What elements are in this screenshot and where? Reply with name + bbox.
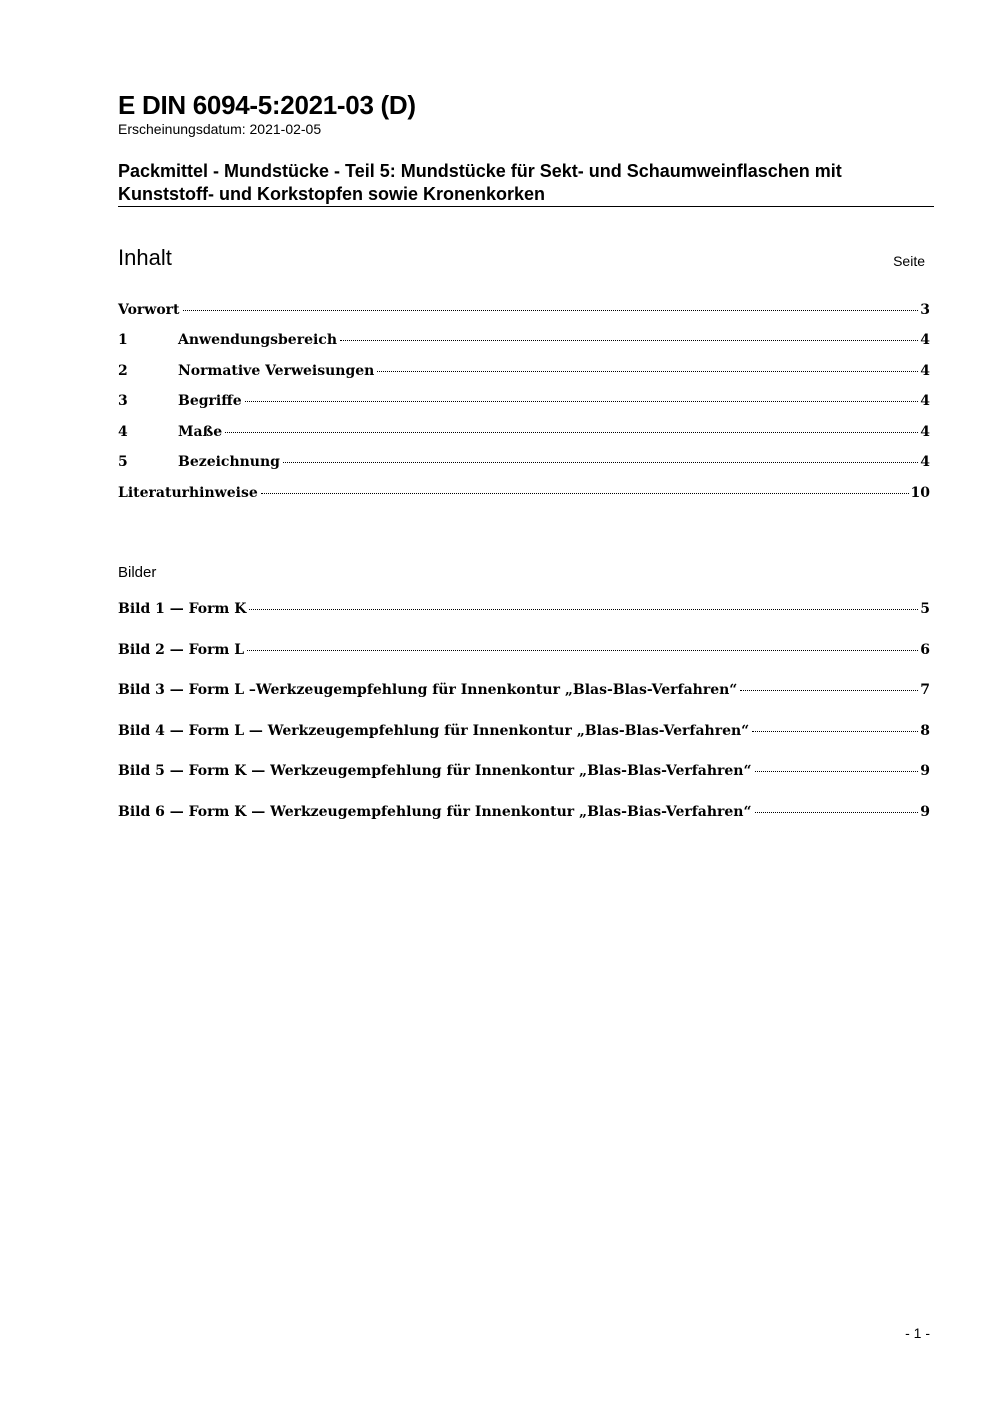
toc-entry-number: 2 <box>118 363 128 379</box>
dot-leader <box>249 609 918 610</box>
dot-leader <box>377 371 918 372</box>
figure-entry-label: Bild 4 — Form L — Werkzeugempfehlung für Innenkontur „Blas-Blas-Verfahren“ <box>118 723 750 739</box>
figure-entry-page: 9 <box>920 804 930 820</box>
figure-entry-3[interactable] <box>118 682 930 702</box>
figure-entry-page: 8 <box>920 723 930 739</box>
toc-entry-label: Anwendungsbereich <box>178 332 337 348</box>
toc-entry-begriffe[interactable] <box>118 393 930 413</box>
title-divider <box>118 206 934 207</box>
toc-entry-literaturhinweise[interactable] <box>118 485 930 505</box>
figure-entry-label: Bild 2 — Form L <box>118 642 245 658</box>
toc-entry-number: 4 <box>118 424 128 440</box>
figure-entry-label: Bild 3 — Form L –Werkzeugempfehlung für Innenkontur „Blas-Blas-Verfahren“ <box>118 682 738 698</box>
dot-leader <box>225 432 918 433</box>
toc-entry-label: Normative Verweisungen <box>178 363 375 379</box>
dot-leader <box>755 812 919 813</box>
toc-entry-label: Literaturhinweise <box>118 485 258 501</box>
toc-entry-number: 5 <box>118 454 128 470</box>
toc-page-column-label: Seite <box>893 253 925 269</box>
toc-entry-page: 4 <box>920 393 930 409</box>
dot-leader <box>340 340 918 341</box>
figures-heading: Bilder <box>118 564 157 581</box>
dot-leader <box>261 493 909 494</box>
toc-entry-page: 10 <box>910 485 930 501</box>
toc-entry-page: 4 <box>920 454 930 470</box>
figure-entry-5[interactable] <box>118 763 930 783</box>
figure-entry-4[interactable] <box>118 723 930 743</box>
dot-leader <box>183 310 919 311</box>
dot-leader <box>755 771 919 772</box>
figure-entry-label: Bild 5 — Form K — Werkzeugempfehlung für Innenkontur „Blas-Blas-Verfahren“ <box>118 763 752 779</box>
toc-entry-normative-verweisungen[interactable] <box>118 363 930 383</box>
figure-entry-label: Bild 1 — Form K <box>118 601 247 617</box>
figure-entry-6[interactable] <box>118 804 930 824</box>
publication-date: Erscheinungsdatum: 2021-02-05 <box>118 121 322 137</box>
toc-entry-bezeichnung[interactable] <box>118 454 930 474</box>
figure-entry-page: 6 <box>920 642 930 658</box>
page-number: - 1 - <box>905 1325 930 1341</box>
toc-entry-label: Vorwort <box>118 302 180 318</box>
toc-entry-number: 1 <box>118 332 128 348</box>
figure-entry-2[interactable] <box>118 642 930 662</box>
toc-entry-label: Bezeichnung <box>178 454 280 470</box>
dot-leader <box>245 401 919 402</box>
toc-entry-masse[interactable] <box>118 424 930 444</box>
toc-entry-number: 3 <box>118 393 128 409</box>
dot-leader <box>283 462 918 463</box>
figure-entry-label: Bild 6 — Form K — Werkzeugempfehlung für Innenkontur „Blas-Bias-Verfahren“ <box>118 804 752 820</box>
dot-leader <box>752 731 918 732</box>
dot-leader <box>247 650 918 651</box>
toc-heading: Inhalt <box>118 245 172 270</box>
figure-entry-page: 5 <box>920 601 930 617</box>
toc-entry-page: 4 <box>920 424 930 440</box>
toc-entry-vorwort[interactable] <box>118 302 930 322</box>
document-title: Packmittel - Mundstücke - Teil 5: Mundstücke für Sekt- und Schaumweinflaschen mit Kunststoff- und Korkstopfen sowie Kronenkorken <box>118 161 842 204</box>
figure-entry-page: 7 <box>920 682 930 698</box>
toc-entry-anwendungsbereich[interactable] <box>118 332 930 352</box>
toc-entry-page: 3 <box>920 302 930 318</box>
document-id: E DIN 6094-5:2021-03 (D) <box>118 90 416 120</box>
figure-entry-1[interactable] <box>118 601 930 621</box>
figure-entry-page: 9 <box>920 763 930 779</box>
toc-entry-page: 4 <box>920 332 930 348</box>
toc-entry-page: 4 <box>920 363 930 379</box>
toc-entry-label: Maße <box>178 424 223 440</box>
toc-entry-label: Begriffe <box>178 393 242 409</box>
dot-leader <box>740 690 918 691</box>
